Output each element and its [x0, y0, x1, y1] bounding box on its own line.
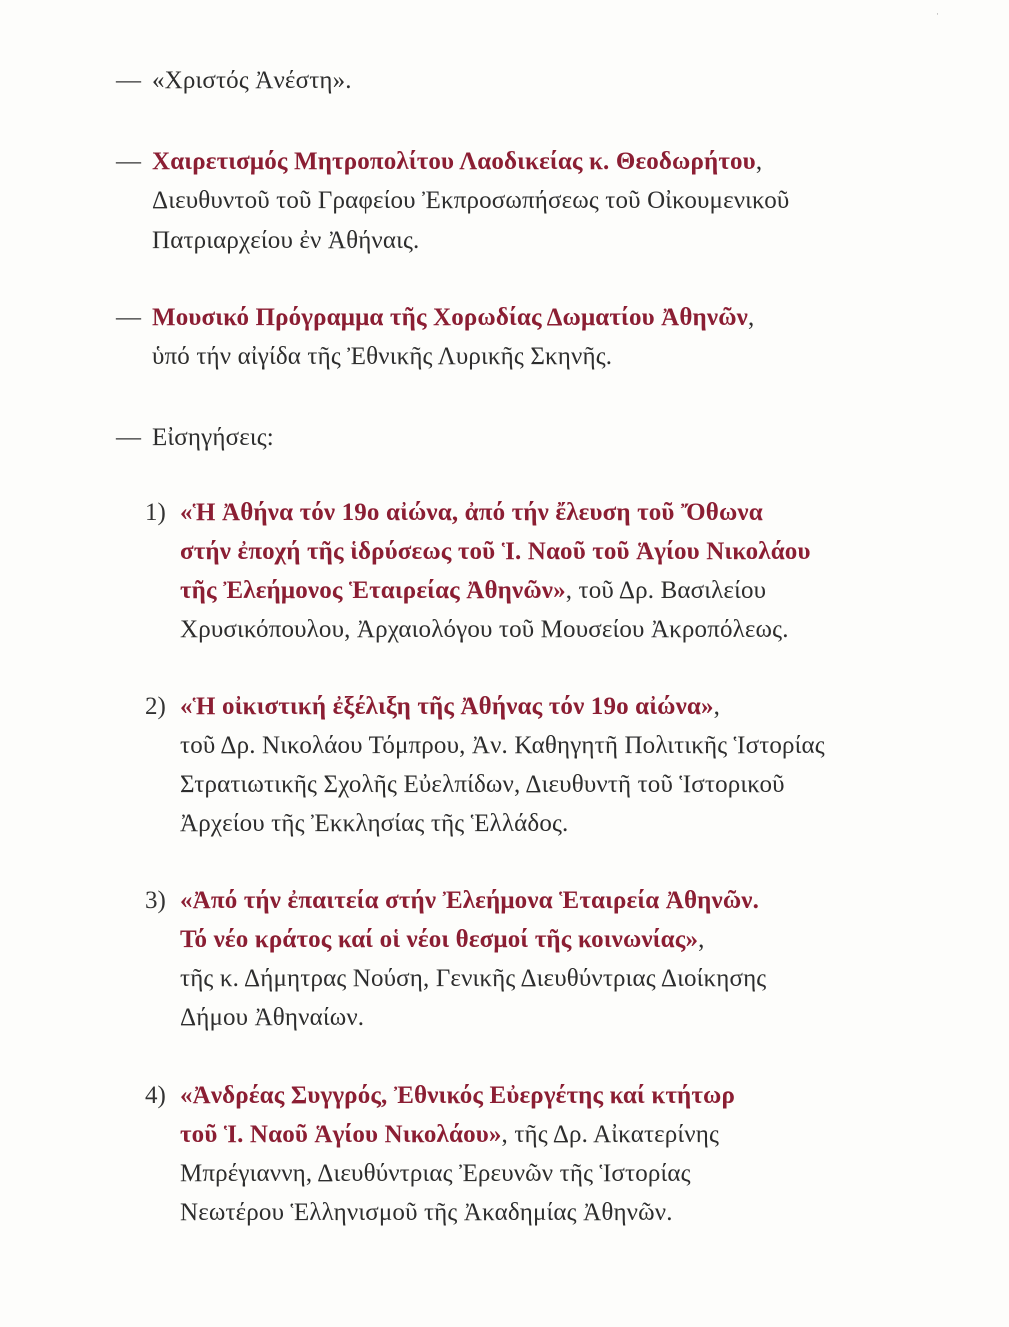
- item-line: [180, 498, 763, 528]
- item-text: τῆς κ. Δήμητρας Νούση, Γενικῆς Διευθύντριας Διοίκησης: [180, 965, 767, 992]
- item-text: ,: [698, 926, 705, 953]
- item-title: Χαιρετισμός Μητροπολίτου Λαοδικείας κ. Θεοδωρήτου: [152, 148, 756, 175]
- item-line: [152, 66, 352, 96]
- item-number: 1): [145, 499, 166, 526]
- item-line: [152, 226, 419, 256]
- item-line: [180, 1003, 364, 1033]
- item-line: [180, 615, 789, 645]
- item-line: [152, 342, 612, 372]
- dash-marker: —: [116, 148, 141, 175]
- item-text: τοῦ Δρ. Νικολάου Τόμπρου, Ἀν. Καθηγητῆ Πολιτικῆς Ἱστορίας: [180, 732, 825, 759]
- item-text: ,: [713, 693, 721, 720]
- item-text: , τοῦ Δρ. Βασιλείου: [565, 577, 767, 604]
- item-title: «Ἡ οἰκιστική ἐξέλιξη τῆς Ἀθήνας τόν 19ο αἰώνα»: [180, 693, 714, 720]
- item-line: [180, 964, 766, 994]
- item-text: «Χριστός Ἀνέστη».: [152, 67, 352, 94]
- item-text: , τῆς Δρ. Αἰκατερίνης: [501, 1121, 720, 1148]
- item-title: στήν ἐποχή τῆς ἱδρύσεως τοῦ Ἱ. Ναοῦ τοῦ Ἁγίου Νικολάου: [180, 538, 811, 565]
- item-line: [180, 1198, 673, 1228]
- item-text: Πατριαρχείου ἐν Ἀθήναις.: [152, 227, 420, 254]
- item-text: ,: [755, 148, 763, 175]
- item-title: Μουσικό Πρόγραμμα τῆς Χορωδίας Δωματίου Ἀθηνῶν: [152, 304, 748, 331]
- item-text: Χρυσικόπουλου, Ἀρχαιολόγου τοῦ Μουσείου Ἀκροπόλεως.: [180, 616, 789, 643]
- item-text: Δήμου Ἀθηναίων.: [180, 1004, 365, 1031]
- scan-speck: ·: [936, 9, 939, 19]
- item-line: [180, 1159, 691, 1189]
- item-line: [180, 731, 825, 761]
- item-line: [180, 537, 811, 567]
- item-line: [180, 809, 568, 839]
- dash-marker: —: [116, 304, 141, 331]
- item-title: τῆς Ἐλεήμονος Ἑταιρείας Ἀθηνῶν»: [180, 577, 566, 604]
- item-title: Τό νέο κράτος καί οἱ νέοι θεσμοί τῆς κοινωνίας»: [180, 926, 699, 953]
- item-number: 3): [145, 887, 166, 914]
- item-line: [180, 925, 705, 955]
- item-line: [180, 1081, 735, 1111]
- item-line: [180, 576, 766, 606]
- item-text: Εἰσηγήσεις:: [152, 424, 274, 451]
- dash-marker: —: [116, 67, 141, 94]
- item-line: [152, 186, 789, 216]
- item-text: ὑπό τήν αἰγίδα τῆς Ἐθνικῆς Λυρικῆς Σκηνῆς.: [152, 343, 613, 370]
- item-title: «Ἡ Ἀθήνα τόν 19ο αἰώνα, ἀπό τήν ἔλευση τοῦ Ὄθωνα: [180, 499, 763, 526]
- item-title: τοῦ Ἱ. Ναοῦ Ἁγίου Νικολάου»: [180, 1121, 502, 1148]
- item-text: Διευθυντοῦ τοῦ Γραφείου Ἐκπροσωπήσεως τοῦ Οἰκουμενικοῦ: [152, 187, 790, 214]
- item-text: Στρατιωτικῆς Σχολῆς Εὐελπίδων, Διευθυντῆ τοῦ Ἱστορικοῦ: [180, 771, 785, 798]
- item-title: «Ἀνδρέας Συγγρός, Ἐθνικός Εὐεργέτης καί κτήτωρ: [180, 1082, 735, 1109]
- item-number: 4): [145, 1082, 166, 1109]
- item-number: 2): [145, 693, 166, 720]
- item-line: [180, 692, 720, 722]
- item-line: [152, 423, 274, 453]
- item-text: ,: [747, 304, 755, 331]
- item-line: [152, 303, 754, 333]
- item-text: Μπρέγιαννη, Διευθύντριας Ἐρευνῶν τῆς Ἱστορίας: [180, 1160, 691, 1187]
- item-line: [180, 1120, 719, 1150]
- item-text: Νεωτέρου Ἑλληνισμοῦ τῆς Ἀκαδημίας Ἀθηνῶν.: [180, 1199, 673, 1226]
- item-line: [152, 147, 762, 177]
- item-line: [180, 886, 759, 916]
- dash-marker: —: [116, 424, 141, 451]
- item-line: [180, 770, 785, 800]
- item-text: Ἀρχείου τῆς Ἐκκλησίας τῆς Ἑλλάδος.: [180, 810, 569, 837]
- item-title: «Ἀπό τήν ἐπαιτεία στήν Ἐλεήμονα Ἑταιρεία Ἀθηνῶν.: [180, 887, 759, 914]
